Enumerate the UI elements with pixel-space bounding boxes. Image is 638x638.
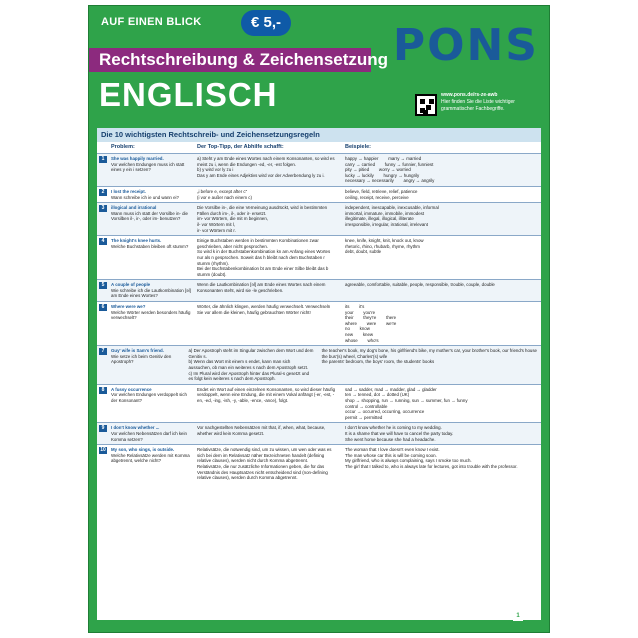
tip-line: Vor nachgestellten Nebensätzen mit that, if, when, what, because, whether wird kein Komma gesetzt. (197, 425, 326, 436)
table-row (97, 279, 541, 301)
example-line: their they're there (345, 315, 397, 321)
problem-cell (97, 236, 193, 279)
example-sentence: Where were we? (111, 304, 146, 310)
series-label: AUF EINEN BLICK (101, 16, 202, 28)
tip-line: c) Im Plural wird der Apostroph hinter das Plural-s gesetzt und es folgt kein weiteres s nach dem Apostroph. (188, 370, 310, 382)
example-sentence: A couple of people (111, 282, 151, 288)
tip-cell (193, 280, 341, 301)
examples-cell (341, 187, 541, 202)
example-line: carry → carried funny → funnier, funniest (345, 161, 434, 167)
example-line: My girlfriend, who is always complaining, says I smoke too much. (345, 458, 472, 464)
example-line: The woman that I love doesn't even know I exist. (345, 447, 440, 453)
examples-cell (341, 302, 541, 345)
problem-cell (97, 280, 193, 301)
table-row (97, 422, 541, 444)
example-line: ten → tenned, dot → dotted (UK) (345, 392, 410, 398)
tip-cell (193, 154, 341, 186)
web-link-note (441, 92, 547, 113)
column-header-problem: Problem: (111, 144, 135, 150)
example-line: permit → permitted (345, 414, 383, 420)
rule-number-badge: 1 (99, 156, 107, 163)
example-line: the teacher's book, my dog's bone, his girlfriend's bike, my mother's car, your brother's book, our friend's house (321, 348, 537, 354)
example-sentence: Guy' wife is Sam's friend. (111, 348, 164, 354)
column-headers (97, 142, 541, 153)
examples-cell (341, 203, 541, 235)
tip-line: So wird k in der Buchstabenkombination kn am Anfang eines Wortes nur als n gesprochen. Soweit das h bleibt nach dem Buchstaben r stumm (rhythm). (197, 249, 331, 266)
problem-cell (97, 154, 193, 186)
example-sentence: The knight's knee hurts. (111, 238, 162, 244)
web-url: www.pons.de/rs-ze-awb (441, 92, 498, 98)
web-text: Hier finden Sie die Liste wichtiger grammatischer Fachbegriffe. (441, 99, 515, 112)
tip-line: im- vor Wörtern, die mit m beginnen, (197, 216, 269, 222)
tip-cell (193, 236, 341, 279)
example-line: sad → sadder, mad → madder, glad → gladder (345, 386, 437, 392)
rules-table (97, 128, 541, 620)
example-line: happy → happier marry → married (345, 156, 422, 161)
example-line: no know (345, 326, 370, 332)
example-line: whose who's (345, 337, 379, 343)
problem-question: Vor welchen Nebensätzen darf ich kein Komma setzen? (111, 430, 187, 442)
tip-cell (184, 346, 317, 384)
subtitle: Rechtschreibung & Zeichensetzung (99, 50, 389, 69)
example-line: necessary → necessarily angry → angrily (345, 178, 435, 184)
example-line: irresponsible, irregular, irrational, irrelevant (345, 221, 428, 227)
column-header-examples: Beispiele: (345, 144, 371, 150)
tip-cell (193, 187, 341, 202)
tip-line: b) y wird vor ly zu i (197, 167, 234, 173)
example-line: pity → pitied worry → worried (345, 167, 411, 173)
example-sentence: illogical and irrational (111, 205, 157, 211)
column-header-tip: Der Top-Tipp, der Abhilfe schafft: (197, 144, 284, 150)
example-sentence: I don't know whether ... (111, 425, 160, 431)
table-row (97, 235, 541, 279)
tip-line: il- vor Wörtern mit l, (197, 221, 236, 227)
example-line: The girl that I talked to, who is always late for lectures, got into trouble with the professor. (345, 463, 518, 469)
tip-line: Relativsätze, die notwendig sind, um zu wissen, um wen oder was es sich bei dem im Relativsatz näher Bezeichneten handelt (defining relative clauses), werden nicht durch Komma abgetrennt. (197, 447, 332, 464)
example-line: knee, knife, knight, knit, knock out, know (345, 238, 424, 244)
tip-cell (193, 423, 341, 444)
qr-code-icon (415, 94, 437, 116)
tip-line: (i vor e außer nach einem c) (197, 194, 252, 200)
table-heading: Die 10 wichtigsten Rechtschreib- und Zeichensetzungsregeln (97, 128, 541, 142)
problem-question: Wie setze ich beim Genitiv den Apostroph? (111, 353, 172, 365)
rule-number-badge: 10 (100, 447, 106, 454)
table-row (97, 202, 541, 235)
example-line: control → controllable (345, 403, 388, 409)
rule-number-badge: 5 (99, 282, 107, 289)
page-title: ENGLISCH (99, 76, 278, 113)
example-line: She went home because she had a headache. (345, 436, 436, 442)
table-row (97, 153, 541, 186)
examples-cell (318, 346, 541, 384)
example-line: new knew (345, 332, 374, 338)
examples-cell (341, 423, 541, 444)
example-line: agreeable, comfortable, suitable, people, responsible, trouble, couple, double (345, 282, 495, 288)
tip-line: ir- vor Wörtern mit r. (197, 227, 236, 233)
tip-line: a) Steht y am Ende eines Wortes nach einem Konsonanten, so wird es meist zu i, wenn die Endungen -ed, -er, -est folgen. (197, 156, 335, 167)
example-line: debt, doubt, subtle (345, 249, 382, 255)
table-row (97, 444, 541, 483)
problem-cell (97, 385, 193, 423)
problem-cell (97, 302, 193, 345)
tip-cell (193, 445, 341, 483)
example-line: It is a shame that we will have to cancel the party today. (345, 430, 454, 436)
example-line: believe, field, retrieve, relief, patience (345, 188, 418, 194)
examples-cell (341, 385, 541, 423)
example-line: The man whose car this is will be coming soon. (345, 452, 437, 458)
examples-cell (341, 154, 541, 186)
tip-line: Das y am Ende eines Adjektivs wird vor der Adverbendung ly zu i. (197, 172, 325, 178)
rule-number-badge: 8 (99, 387, 107, 394)
examples-cell (341, 236, 541, 279)
tip-line: b) Wenn das Wort mit einem s endet, kann man sich aussuchen, ob man ein weiteres s nach dem Apostroph setzt. (188, 359, 309, 370)
tip-line: Wörter, die ähnlich klingen, werden häufig verwechselt. Verwechseln Sie vor allem die kleinen, häufig gebrauchten Wörter nicht! (197, 304, 331, 315)
rule-number-badge: 7 (99, 348, 107, 355)
tip-line: Wenn die Lautkombination [əl] am Ende eines Wortes nach einem Konsonanten steht, wird sie -le geschrieben. (197, 282, 326, 293)
problem-question: Vor welchen Endungen verdoppelt sich der Konsonant? (111, 392, 187, 403)
example-line: the bus'(s) wheel, Charles'(s) wife (321, 353, 388, 359)
problem-question: Welche Wörter werden besonders häufig verwechselt? (111, 309, 191, 321)
cover-sheet (88, 5, 550, 633)
example-line: shop → shopping, run → running, sun → summer, fun → funny (345, 397, 468, 403)
problem-question: Wann muss ich statt der Vorsilbe in- die Vorsilben il-, ir-, oder im- benutzen? (111, 210, 188, 222)
example-sentence: She was happily married. (111, 156, 164, 161)
table-row (97, 301, 541, 345)
example-line: where were we're (345, 320, 397, 326)
examples-cell (341, 280, 541, 301)
tip-line: „i before e, except after c" (197, 188, 248, 194)
example-line: its it's (345, 304, 365, 310)
example-line: immortal, immature, immobile, immodest (345, 210, 425, 216)
example-line: illegitimate, illegal, illogical, illiterate (345, 216, 414, 222)
problem-cell (97, 187, 193, 202)
tip-cell (193, 203, 341, 235)
tip-cell (193, 385, 341, 423)
problem-question: Wann schreibe ich ie und wann ei? (111, 194, 179, 200)
example-sentence: My son, who sings, is outside. (111, 447, 175, 453)
tip-line: Endet ein Wort auf einen einzelnen Konsonanten, so wird dieser häufig verdoppelt, wenn eine Endung, die mit einem Vokal anfängt (-er, -est, -en, -ed, -ing, -ish, -y, -able, -ence, -ance), folgt. (197, 386, 336, 403)
problem-question: Vor welchen Endungen muss ich statt eines y ein i setzen? (111, 161, 185, 173)
tip-line: Die Vorsilbe in-, die eine Verneinung ausdrückt, wird in bestimmten Fällen durch im-, il-, oder ir- ersetzt. (197, 205, 328, 216)
problem-question: Welche Buchstaben bleiben oft stumm? (111, 243, 189, 249)
table-row (97, 186, 541, 202)
rule-number-badge: 2 (99, 189, 107, 196)
tip-cell (193, 302, 341, 345)
rule-number-badge: 3 (99, 205, 107, 212)
pons-logo: PONS (392, 20, 539, 71)
page-number: 1 (513, 612, 523, 621)
table-row (97, 345, 541, 384)
example-line: independent, inescapable, inexcusable, informal (345, 205, 439, 211)
example-line: rhetoric, rhino, rhubarb, rhyme, rhythm (345, 243, 420, 249)
table-row (97, 384, 541, 423)
example-line: occur → occurred, occurring, occurrence (345, 409, 425, 415)
problem-cell (97, 346, 184, 384)
tip-line: a) Der Apostroph steht im Singular zwischen dem Wort und dem Genitiv s. (188, 348, 314, 359)
example-line: I don't know whether he is coming to my wedding. (345, 425, 442, 431)
rule-number-badge: 4 (99, 238, 107, 245)
rule-number-badge: 9 (99, 425, 107, 432)
tip-line: Einige Buchstaben werden in bestimmten Kombinationen zwar geschrieben, aber nicht gesprochen. (197, 238, 319, 249)
problem-question: Wie schreibe ich die Lautkombination [əl] am Ende eines Wortes? (111, 287, 191, 299)
price-badge: € 5,- (241, 10, 291, 36)
table-body (97, 153, 541, 483)
example-sentence: A fussy occurrence (111, 386, 152, 392)
problem-cell (97, 203, 193, 235)
tip-line: Bei der Buchstabenkombination bt am Ende einer Silbe bleibt das b stumm (doubt). (197, 266, 329, 277)
example-line: lucky → luckily hungry → hungrily (345, 172, 420, 178)
problem-question: Welche Relativsätze werden mit Komma abgetrennt, welche nicht? (111, 452, 190, 464)
problem-cell (97, 423, 193, 444)
example-line: ceiling, receipt, receive, perceive (345, 194, 409, 200)
example-line: your you're (345, 309, 376, 315)
example-sentence: I lost the receipt. (111, 188, 146, 194)
examples-cell (341, 445, 541, 483)
problem-cell (97, 445, 193, 483)
example-line: the parents' bedroom, the boys' room, the students' books (321, 359, 435, 365)
rule-number-badge: 6 (99, 304, 107, 311)
tip-line: Relativsätze, die nur zusätzliche Informationen geben, die für das Verständnis des Hauptsatzes nicht entscheidend sind (non-defining relative clauses), werden durch Komma abgetrennt. (197, 463, 328, 481)
